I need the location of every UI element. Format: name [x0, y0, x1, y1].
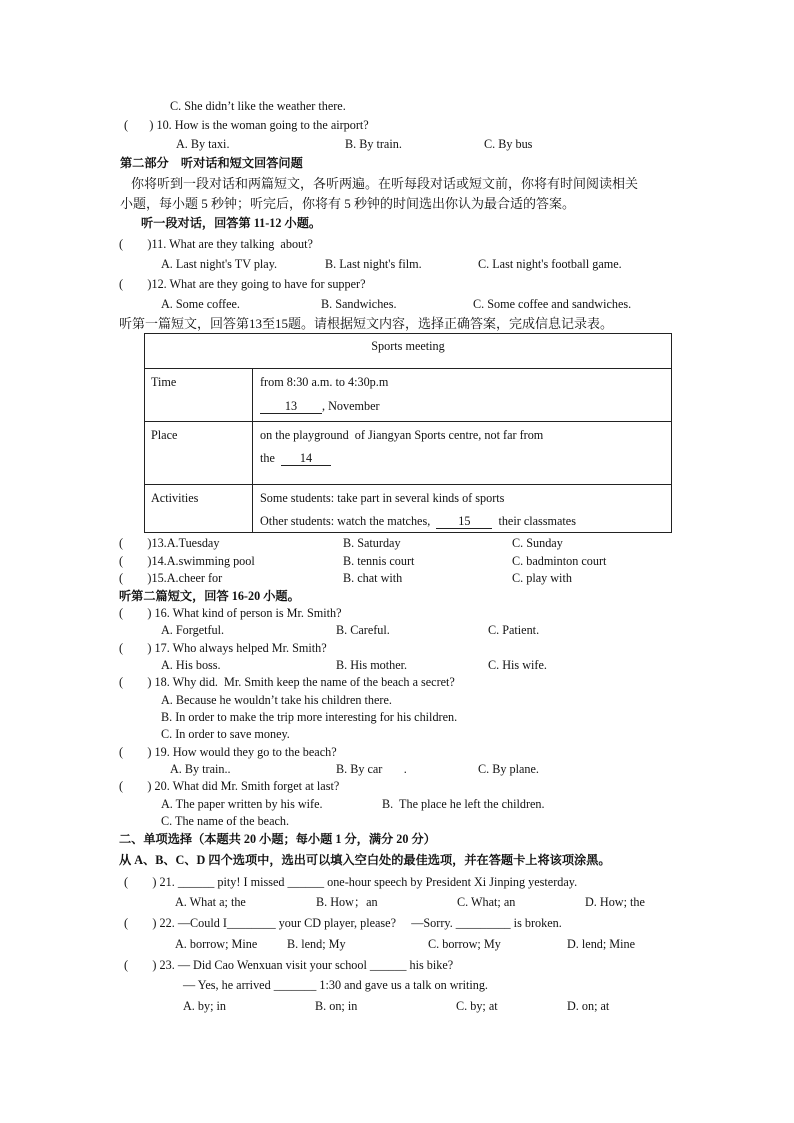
- time-label: Time: [151, 375, 177, 389]
- q12-option-a: A. Some coffee.: [161, 297, 240, 311]
- q15-option-b: B. chat with: [343, 571, 403, 585]
- table-header: Sports meeting: [145, 334, 672, 369]
- q18-option-b: B. In order to make the trip more interesting for his children.: [161, 710, 458, 724]
- blank-15: 15: [436, 515, 492, 529]
- q17-stem: ( ) 17. Who always helped Mr. Smith?: [119, 641, 327, 655]
- q18-option-a: A. Because he wouldn’t take his children there.: [161, 693, 392, 707]
- q20-option-c: C. The name of the beach.: [161, 814, 290, 828]
- q19-option-b: B. By car .: [336, 762, 407, 776]
- q11-option-a: A. Last night's TV play.: [161, 257, 278, 271]
- q21-option-a: A. What a; the: [175, 895, 246, 909]
- place-label: Place: [151, 428, 178, 442]
- q22-option-a: A. borrow; Mine: [175, 937, 258, 951]
- q9-option-c: C. She didn’t like the weather there.: [170, 99, 346, 113]
- time-line2: [260, 398, 380, 414]
- info-record-table: [144, 333, 672, 533]
- activities-line1: Some students: take part in several kinds of sports: [260, 491, 505, 505]
- q14-option-a: ( )14.A.swimming pool: [119, 554, 255, 568]
- q18-stem: ( ) 18. Why did. Mr. Smith keep the name of the beach a secret?: [119, 675, 455, 689]
- q22-option-c: C. borrow; My: [428, 937, 501, 951]
- q19-option-c: C. By plane.: [478, 762, 539, 776]
- q13-option-b: B. Saturday: [343, 536, 401, 550]
- place-line2: [260, 450, 331, 466]
- q16-option-a: A. Forgetful.: [161, 623, 225, 637]
- q12-option-c: C. Some coffee and sandwiches.: [473, 297, 632, 311]
- q14-option-b: B. tennis court: [343, 554, 415, 568]
- q20-stem: ( ) 20. What did Mr. Smith forget at last?: [119, 779, 340, 793]
- q14-option-c: C. badminton court: [512, 554, 607, 568]
- q12-stem: ( )12. What are they going to have for supper?: [119, 277, 366, 291]
- part2-title: 第二部分 听对话和短文回答问题: [120, 156, 303, 170]
- q18-option-c: C. In order to save money.: [161, 727, 290, 741]
- q20-option-a: A. The paper written by his wife.: [161, 797, 323, 811]
- time-line1: from 8:30 a.m. to 4:30p.m: [260, 375, 389, 389]
- q20-option-b: B. The place he left the children.: [382, 797, 545, 811]
- q22-stem: ( ) 22. —Could I________ your CD player, please? —Sorry. _________ is broken.: [124, 916, 562, 930]
- q10-stem: ( ) 10. How is the woman going to the airport?: [124, 118, 369, 132]
- q19-stem: ( ) 19. How would they go to the beach?: [119, 745, 337, 759]
- blank-13: 13: [260, 400, 322, 414]
- q21-option-c: C. What; an: [457, 895, 516, 909]
- q23-option-a: A. by; in: [183, 999, 226, 1013]
- passage1-instruction: 听第一篇短文，回答第13至15题。请根据短文内容，选择正确答案，完成信息记录表。: [119, 316, 614, 331]
- dialog-title: 听一段对话，回答第 11-12 小题。: [141, 216, 322, 230]
- place-line1: on the playground of Jiangyan Sports centre, not far from: [260, 428, 544, 442]
- q11-stem: ( )11. What are they talking about?: [119, 237, 313, 251]
- q21-option-d: D. How; the: [585, 895, 645, 909]
- activities-line2-start: Other students: watch the matches,: [260, 514, 431, 528]
- activities-line2: [260, 513, 576, 529]
- q17-option-a: A. His boss.: [161, 658, 221, 672]
- q15-option-c: C. play with: [512, 571, 572, 585]
- time-rest: , November: [322, 399, 380, 413]
- q12-option-b: B. Sandwiches.: [321, 297, 397, 311]
- q16-stem: ( ) 16. What kind of person is Mr. Smith?: [119, 606, 342, 620]
- q11-option-c: C. Last night's football game.: [478, 257, 622, 271]
- part2-instruction-line2: 小题，每小题 5 秒钟；听完后，你将有 5 秒钟的时间选出你认为最合适的答案。: [120, 196, 576, 211]
- q16-option-c: C. Patient.: [488, 623, 540, 637]
- blank-14: 14: [281, 452, 331, 466]
- q13-option-c: C. Sunday: [512, 536, 563, 550]
- part2-instruction-line1: 你将听到一段对话和两篇短文，各听两遍。在听每段对话或短文前，你将有时间阅读相关: [131, 176, 639, 191]
- q23-option-d: D. on; at: [567, 999, 610, 1013]
- activities-line2-end: their classmates: [498, 514, 576, 528]
- q17-option-b: B. His mother.: [336, 658, 408, 672]
- q22-option-d: D. lend; Mine: [567, 937, 636, 951]
- passage2-title: 听第二篇短文，回答 16-20 小题。: [119, 589, 300, 603]
- q23-stem: ( ) 23. — Did Cao Wenxuan visit your school ______ his bike?: [124, 958, 454, 972]
- q15-option-a: ( )15.A.cheer for: [119, 571, 223, 585]
- q17-option-c: C. His wife.: [488, 658, 547, 672]
- q23-stem-reply: — Yes, he arrived _______ 1:30 and gave us a talk on writing.: [183, 978, 488, 992]
- section2-instruction: 从 A、B、C、D 四个选项中，选出可以填入空白处的最佳选项，并在答题卡上将该项涂黑。: [119, 853, 611, 867]
- q23-option-b: B. on; in: [315, 999, 358, 1013]
- q23-option-c: C. by; at: [456, 999, 498, 1013]
- q21-stem: ( ) 21. ______ pity! I missed ______ one-hour speech by President Xi Jinping yesterday.: [124, 875, 578, 889]
- q13-option-a: ( )13.A.Tuesday: [119, 536, 220, 550]
- q21-option-b: B. How；an: [316, 895, 378, 909]
- activities-label: Activities: [151, 491, 199, 505]
- q10-option-a: A. By taxi.: [176, 137, 230, 151]
- q10-option-c: C. By bus: [484, 137, 533, 151]
- place-the: the: [260, 451, 275, 465]
- section2-title: 二、单项选择（本题共 20 小题；每小题 1 分，满分 20 分）: [119, 832, 436, 846]
- q22-option-b: B. lend; My: [287, 937, 346, 951]
- q19-option-a: A. By train..: [170, 762, 231, 776]
- q16-option-b: B. Careful.: [336, 623, 390, 637]
- q10-option-b: B. By train.: [345, 137, 402, 151]
- q11-option-b: B. Last night's film.: [325, 257, 422, 271]
